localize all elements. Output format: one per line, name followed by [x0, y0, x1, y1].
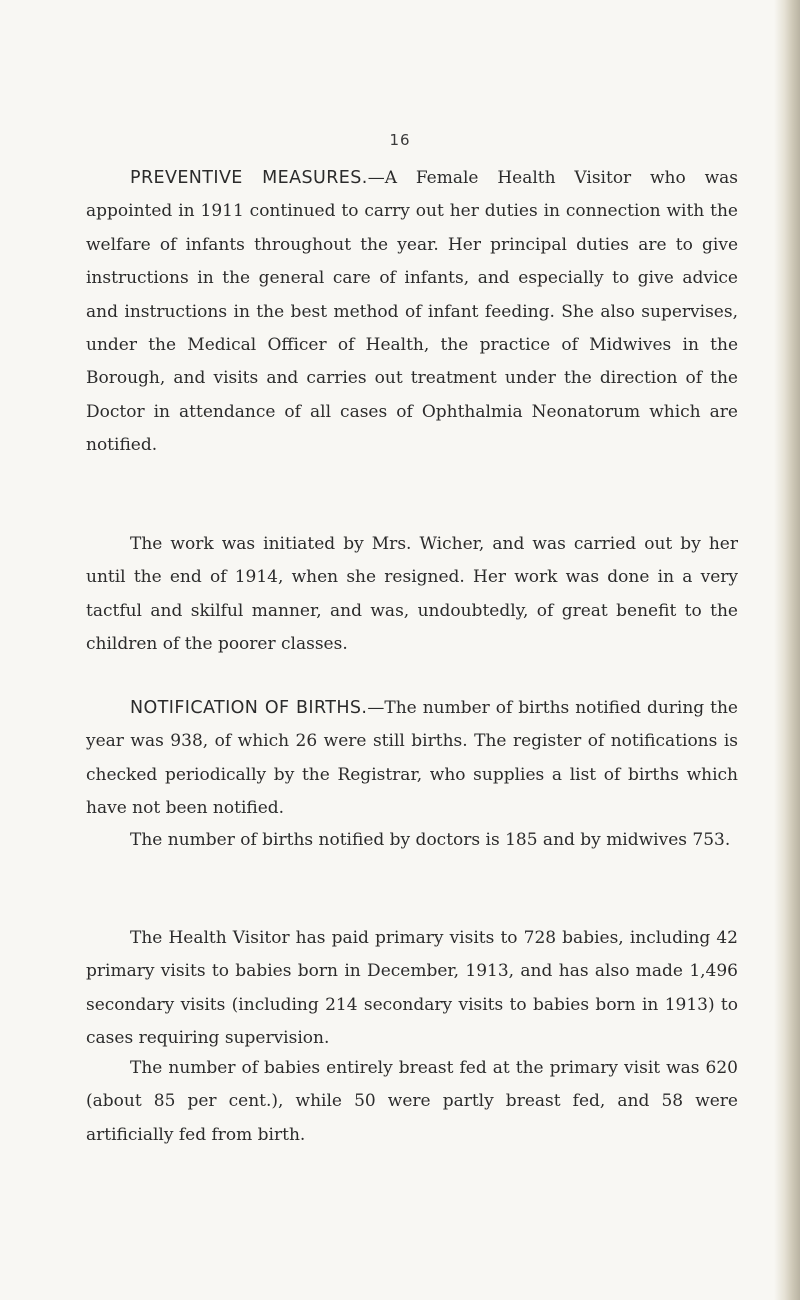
paragraph-text: The number of babies entirely breast fed at the primary visit was 620 (about 85 per cent.), while 50 were partly breast fed, and 58 were artificially fed from birth.	[86, 1058, 738, 1145]
paragraph-notification-of-births	[86, 692, 738, 826]
paragraph-work-initiated	[86, 528, 738, 662]
page-number: 16	[389, 131, 411, 149]
paragraph-births-notified-by	[86, 824, 738, 857]
paragraph-text: The Health Visitor has paid primary visits to 728 babies, including 42 primary visits to babies born in December, 1913, and has also made 1,496 secondary visits (including 214 secondary visits to babies born in 1913) to cases requiring supervision.	[86, 928, 738, 1049]
paragraph-text: The number of births notified by doctors is 185 and by midwives 753.	[130, 830, 731, 850]
section-heading-preventive-measures: PREVENTIVE MEASURES.	[130, 168, 368, 188]
paragraph-text: The work was initiated by Mrs. Wicher, and was carried out by her until the end of 1914, when she resigned. Her work was done in a very tactful and skilful manner, and was, undoubtedly, of great benefit to the children of the poorer classes.	[86, 534, 738, 655]
paragraph-health-visitor-visits	[86, 922, 738, 1056]
paragraph-text: —The number of births notified during the year was 938, of which 26 were still births. The register of notifications is checked periodically by the Registrar, who supplies a list of births which have not been notified.	[86, 698, 738, 819]
paragraph-text: —A Female Health Visitor who was appointed in 1911 continued to carry out her duties in connection with the welfare of infants throughout the year. Her principal duties are to give instructions in the general care of infants, and especially to give advice and instructions in the best method of infant feeding. She also supervises, under the Medical Officer of Health, the practice of Midwives in the Borough, and visits and carries out treatment under the direction of the Doctor in attendance of all cases of Ophthalmia Neonatorum which are notified.	[86, 168, 738, 456]
paragraph-preventive-measures	[86, 162, 738, 463]
page-edge-shadow	[774, 0, 800, 1300]
section-heading-notification-of-births: NOTIFICATION OF BIRTHS.	[130, 698, 368, 718]
paragraph-breast-fed	[86, 1052, 738, 1152]
